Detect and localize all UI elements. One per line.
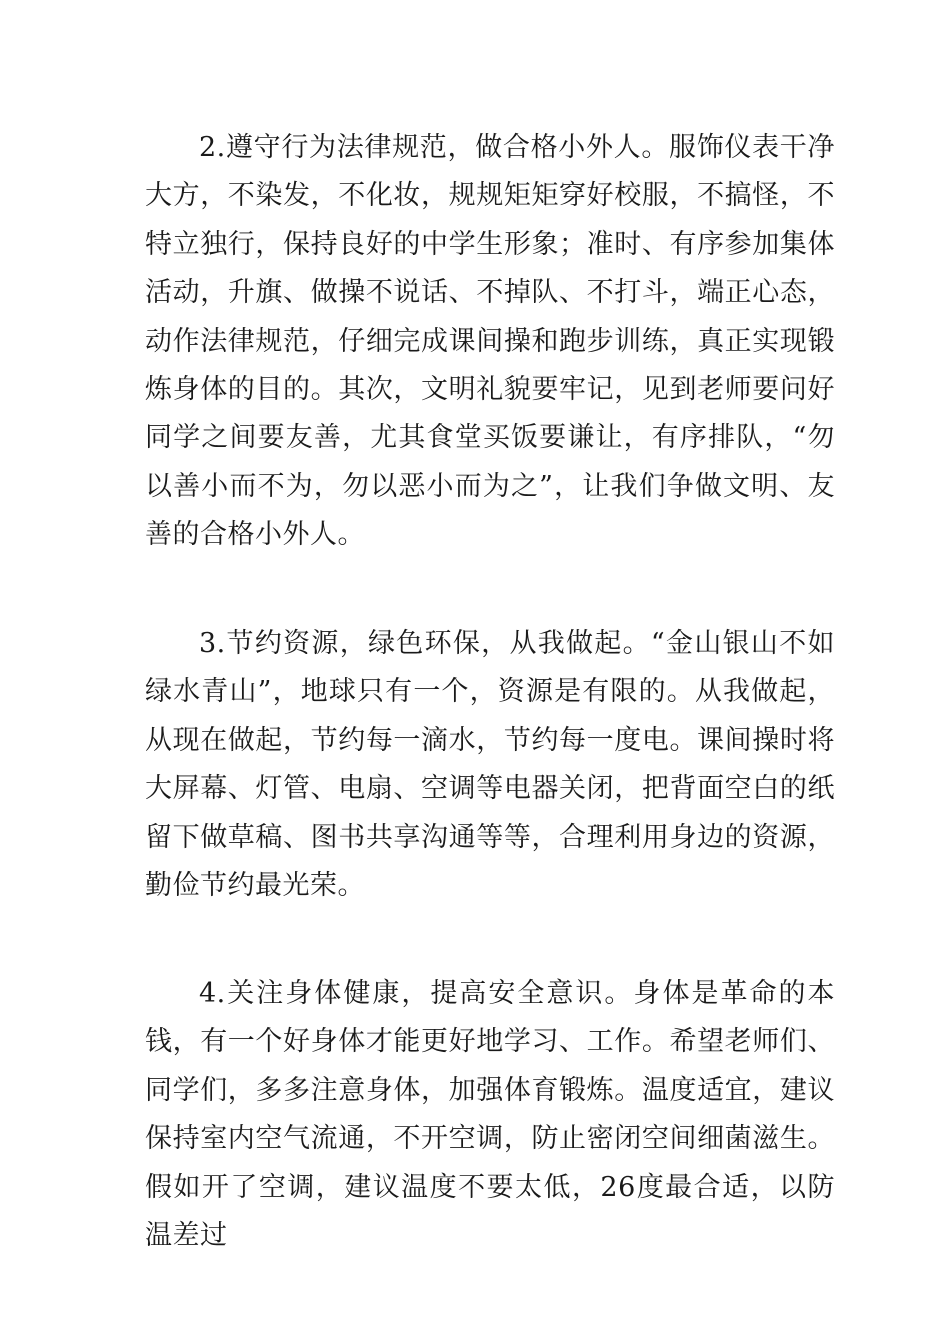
- paragraph-3: 3.节约资源，绿色环保，从我做起。“金山银山不如绿水青山”，地球只有一个，资源是有限的。从我做起，从现在做起，节约每一滴水，节约每一度电。课间操时将大屏幕、灯管、电扇、空调等电器关闭，把背面空白的纸留下做草稿、图书共享沟通等等，合理利用身边的资源，勤俭节约最光荣。: [145, 628, 835, 902]
- paragraph-2: 2.遵守行为法律规范，做合格小外人。服饰仪表干净大方，不染发，不化妆，规规矩矩穿好校服，不搞怪，不特立独行，保持良好的中学生形象；准时、有序参加集体活动，升旗、做操不说话、不掉队、不打斗，端正心态，动作法律规范，仔细完成课间操和跑步训练，真正实现锻炼身体的目的。其次，文明礼貌要牢记，见到老师要问好同学之间要友善，尤其食堂买饭要谦让，有序排队，“勿以善小而不为，勿以恶小而为之”，让我们争做文明、友善的合格小外人。: [145, 132, 835, 551]
- paragraph-4: 4.关注身体健康，提高安全意识。身体是革命的本钱，有一个好身体才能更好地学习、工作。希望老师们、同学们，多多注意身体，加强体育锻炼。温度适宜，建议保持室内空气流通，不开空调，防止密闭空间细菌滋生。假如开了空调，建议温度不要太低，26度最合适，以防温差过: [145, 978, 835, 1252]
